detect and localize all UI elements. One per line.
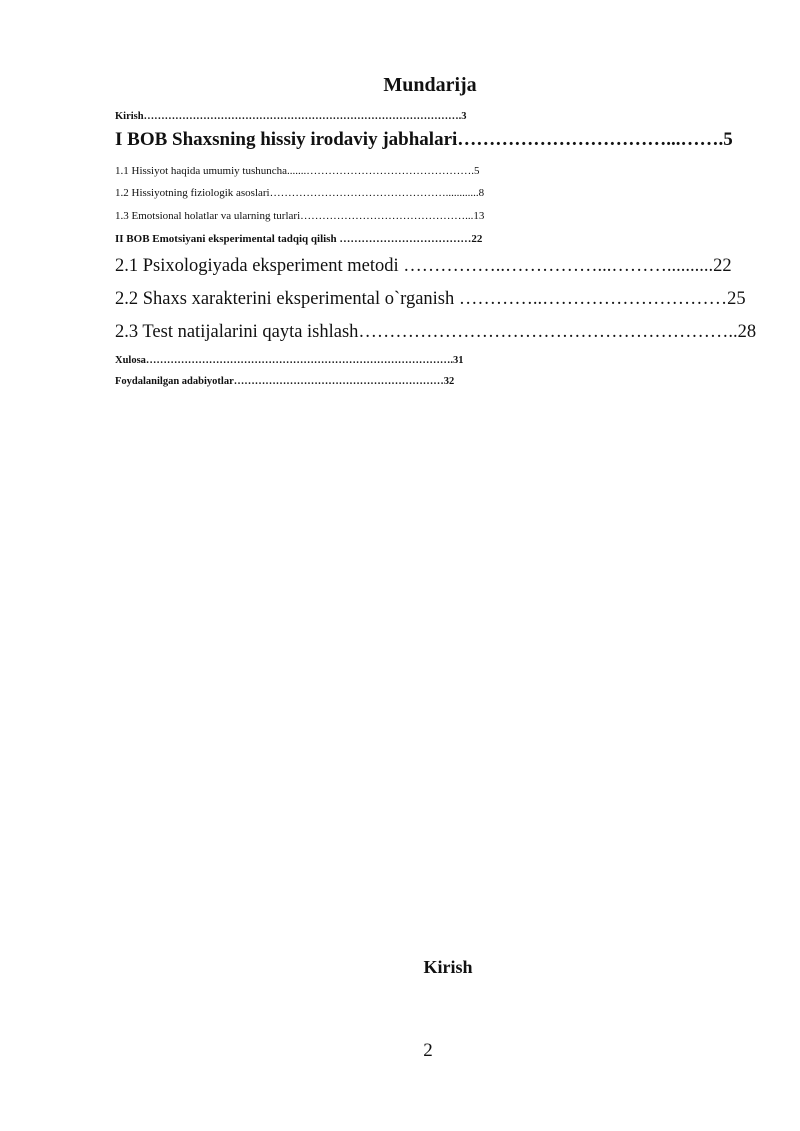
- toc-entry-1-2: 1.2 Hissiyotning fiziologik asoslari…………………………………………............8: [115, 187, 485, 199]
- toc-entry-xulosa: Xulosa…………………………………………………………………………….31: [115, 355, 464, 366]
- toc-entry-chapter-1: I BOB Shaxsning hissiy irodaviy jabhalari……………………………...…….5: [115, 129, 733, 150]
- toc-entry-1-3: 1.3 Emotsional holatlar va ularning turlari………………………………………...13: [115, 210, 485, 222]
- toc-title: Mundarija: [383, 74, 477, 96]
- section-heading: Kirish: [423, 957, 473, 977]
- toc-entry-2-1: 2.1 Psixologiyada eksperiment metodi ……………..……………...………..........22: [115, 256, 732, 276]
- toc-entry-2-3: 2.3 Test natijalarini qayta ishlash……………………………………………………..28: [115, 322, 757, 342]
- toc-entry-1-1: 1.1 Hissiyot haqida umumiy tushuncha.......……………………………………….5: [115, 165, 480, 177]
- toc-entry-2-2: 2.2 Shaxs xarakterini eksperimental o`rganish …………..…………………………25: [115, 289, 746, 309]
- page-number: 2: [423, 1040, 433, 1061]
- toc-entry-chapter-2: II BOB Emotsiyani eksperimental tadqiq qilish ………………………………22: [115, 233, 483, 245]
- toc-entry-kirish: Kirish……………………………………………………………………………….3: [115, 111, 467, 122]
- toc-entry-adabiyotlar: Foydalanilgan adabiyotlar……………………………………………………32: [115, 376, 455, 387]
